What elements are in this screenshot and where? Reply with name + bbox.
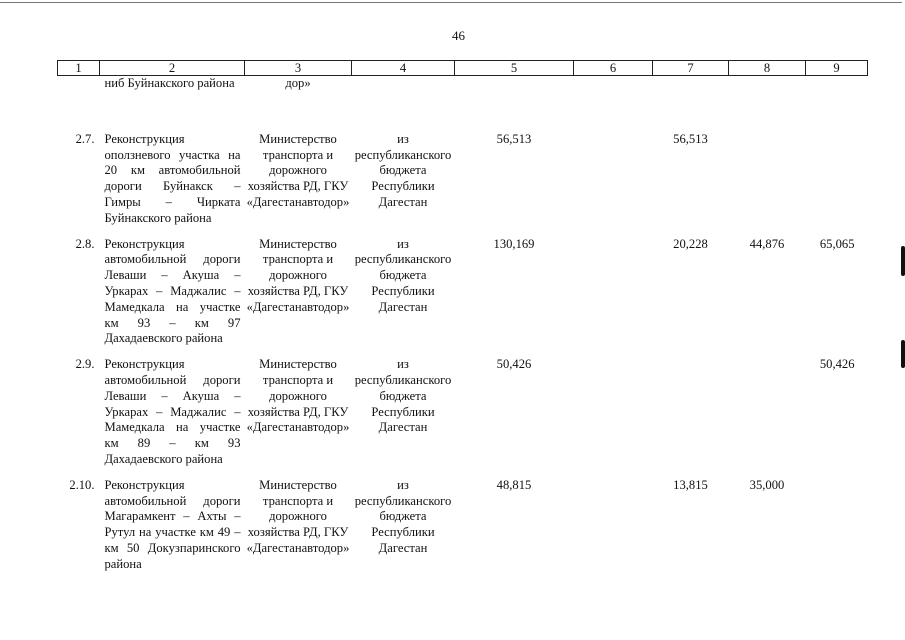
item-col7 — [653, 357, 729, 468]
item-name: Реконструкция автомобильной дороги Магарамкент – Ахты – Рутул на участке км 49 – км 50 Докузпаринского района — [104, 477, 241, 571]
item-total: 56,513 — [496, 131, 532, 146]
item-executor: Министерство транспорта и дорожного хозяйства РД, ГКУ «Дагестанавтодор» — [246, 236, 350, 314]
column-header: 7 — [653, 61, 729, 76]
item-executor: Министерство транспорта и дорожного хозяйства РД, ГКУ «Дагестанавтодор» — [246, 357, 350, 435]
page-top-edge — [0, 2, 902, 3]
table-row — [58, 478, 868, 573]
column-header: 5 — [455, 61, 574, 76]
item-name: ниб Буйнакского района — [104, 76, 235, 90]
item-executor: Министерство транспорта и дорожного хозяйства РД, ГКУ «Дагестанавтодор» — [246, 131, 350, 209]
column-header: 8 — [729, 61, 806, 76]
item-total: 48,815 — [496, 477, 532, 492]
item-source: из республиканского бюджета Республики Дагестан — [354, 357, 452, 435]
item-col6 — [574, 357, 653, 468]
item-col9: 50,426 — [819, 357, 855, 372]
item-col6 — [574, 237, 653, 348]
table-row — [58, 132, 868, 227]
budget-table — [57, 60, 868, 573]
item-col8: 35,000 — [749, 477, 785, 492]
scan-edge-mark — [901, 340, 905, 368]
column-header: 3 — [245, 61, 352, 76]
item-col7: 56,513 — [673, 131, 708, 146]
item-col9 — [806, 478, 868, 573]
item-total: 50,426 — [496, 357, 532, 372]
table-row — [58, 237, 868, 348]
item-col7: 13,815 — [673, 477, 708, 492]
column-header: 6 — [574, 61, 653, 76]
item-col8 — [729, 357, 806, 468]
item-col8 — [729, 132, 806, 227]
column-header: 1 — [58, 61, 100, 76]
column-header: 9 — [806, 61, 868, 76]
item-source: из республиканского бюджета Республики Дагестан — [354, 236, 452, 314]
column-number-row — [58, 61, 868, 76]
item-number: 2.10. — [69, 477, 95, 492]
item-source: из республиканского бюджета Республики Дагестан — [354, 477, 452, 555]
item-name: Реконструкция автомобильной дороги Леваши – Акуша – Уркарах – Маджалис – Мамедкала на участке км 93 – км 97 Дахадаевского района — [104, 236, 241, 346]
item-source: из республиканского бюджета Республики Дагестан — [354, 131, 452, 209]
item-col7: 20,228 — [673, 236, 708, 251]
column-header: 2 — [100, 61, 245, 76]
item-col9 — [806, 132, 868, 227]
item-total: 130,169 — [493, 236, 535, 251]
item-col6 — [574, 478, 653, 573]
item-number: 2.7. — [75, 131, 95, 146]
item-col9: 65,065 — [819, 236, 855, 251]
item-col6 — [574, 132, 653, 227]
column-header: 4 — [352, 61, 455, 76]
item-name: Реконструкция оползневого участка на 20 км автомобильной дороги Буйнакск – Гимры – Чирката Буйнакского района — [104, 131, 241, 225]
item-name: Реконструкция автомобильной дороги Леваши – Акуша – Уркарах – Маджалис – Мамедкала на участке км 89 – км 93 Дахадаевского района — [104, 357, 241, 466]
table-row — [58, 357, 868, 468]
table-row-continued — [58, 76, 868, 92]
scan-edge-mark — [901, 246, 905, 276]
item-executor: Министерство транспорта и дорожного хозяйства РД, ГКУ «Дагестанавтодор» — [246, 477, 350, 555]
page-number: 46 — [452, 28, 465, 43]
item-number: 2.9. — [75, 357, 95, 372]
item-executor: дор» — [285, 76, 311, 90]
item-col8: 44,876 — [749, 236, 785, 251]
item-number: 2.8. — [75, 236, 95, 251]
